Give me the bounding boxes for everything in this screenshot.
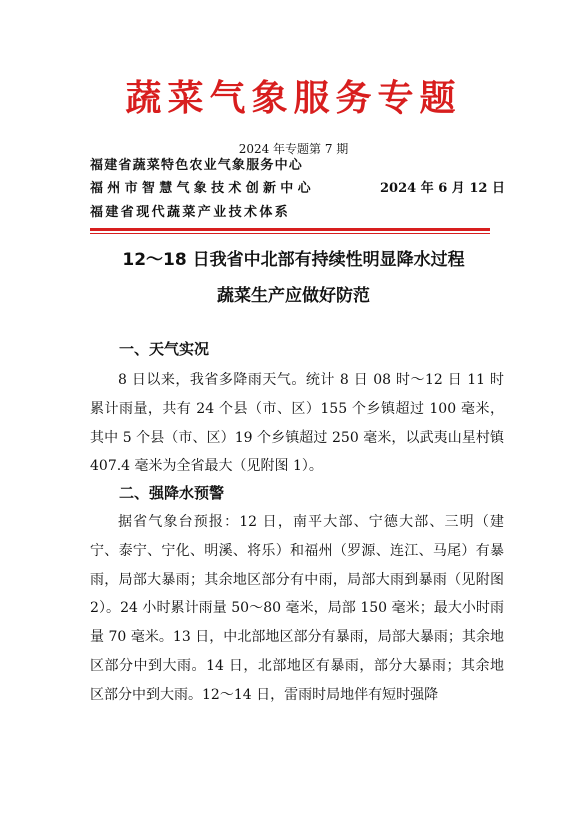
issuing-org-1: 福建省蔬菜特色农业气象服务中心 — [90, 158, 304, 173]
issue-number: 2024 年专题第 7 期 — [238, 142, 349, 156]
article-title-line-1: 12～18 日我省中北部有持续性明显降水过程 — [122, 250, 465, 270]
article-title-line-2: 蔬菜生产应做好防范 — [217, 286, 370, 306]
issue-date: 2024 年 6 月 12 日 — [380, 181, 505, 196]
header-divider-thick — [90, 228, 490, 231]
issuing-org-3: 福建省现代蔬菜产业技术体系 — [90, 205, 291, 220]
masthead-title: 蔬菜气象服务专题 — [125, 77, 462, 119]
header-divider-thin — [90, 233, 490, 234]
section-heading-weather-observation: 一、天气实况 — [119, 340, 210, 358]
issuing-org-2: 福州市智慧气象技术创新中心 — [90, 181, 315, 196]
section-heading-heavy-rain-warning: 二、强降水预警 — [119, 484, 225, 502]
section-paragraph-heavy-rain-warning: 据省气象台预报：12 日，南平大部、宁德大部、三明（建宁、泰宁、宁化、明溪、将乐）和福州（罗源、连江、马尾）有暴雨，局部大暴雨；其余地区部分有中雨，局部大雨到暴雨（见附图 2）。24 小时累计雨量 50～80 毫米，局部 150 毫米；最大小时雨量 70 毫米。13 日，中北部地区部分有暴雨，局部大暴雨；其余地区部分中到大雨。14 日，北部地区有暴雨，部分大暴雨；其余地区部分中到大雨。12～14 日，雷雨时局地伴有短时强降 — [90, 514, 504, 703]
section-paragraph-weather-observation: 8 日以来，我省多降雨天气。统计 8 日 08 时～12 日 11 时累计雨量，共有 24 个县（市、区）155 个乡镇超过 100 毫米，其中 5 个县（市、区）19 个乡镇超过 250 毫米，以武夷山星村镇 407.4 毫米为全省最大（见附图 1）。 — [90, 372, 504, 475]
